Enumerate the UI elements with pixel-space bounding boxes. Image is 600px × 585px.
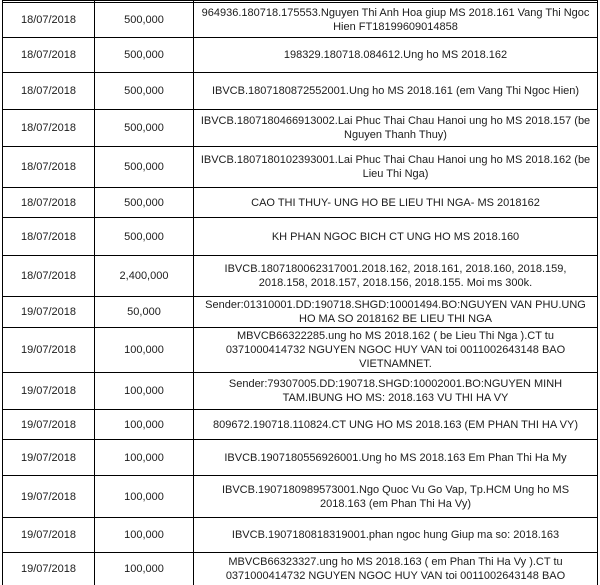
table-row xyxy=(3,38,598,73)
donations-table-body xyxy=(3,1,598,585)
table-row xyxy=(3,518,598,553)
date-cell: 19/07/2018 xyxy=(3,328,95,373)
table-row xyxy=(3,110,598,147)
date-cell: 18/07/2018 xyxy=(3,147,95,188)
description-cell: 809672.190718.110824.CT UNG HO MS 2018.163 (EM PHAN THI HA VY) xyxy=(194,410,598,440)
amount-cell: 100,000 xyxy=(95,410,194,440)
date-cell: 19/07/2018 xyxy=(3,297,95,328)
date-cell: 19/07/2018 xyxy=(3,373,95,410)
description-cell: MBVCB66323327.ung ho MS 2018.163 ( em Phan Thi Ha Vy ).CT tu 0371000414732 NGUYEN NGOC HUY VAN toi 0011002643148 BAO xyxy=(194,553,598,585)
description-cell: KH PHAN NGOC BICH CT UNG HO MS 2018.160 xyxy=(194,218,598,256)
table-row xyxy=(3,410,598,440)
amount-cell: 2,400,000 xyxy=(95,256,194,297)
amount-cell: 500,000 xyxy=(95,38,194,73)
amount-cell: 500,000 xyxy=(95,218,194,256)
table-row xyxy=(3,373,598,410)
amount-cell: 100,000 xyxy=(95,518,194,553)
description-cell: 198329.180718.084612.Ung ho MS 2018.162 xyxy=(194,38,598,73)
table-row xyxy=(3,73,598,110)
table-row xyxy=(3,297,598,328)
amount-cell: 50,000 xyxy=(95,297,194,328)
description-cell: IBVCB.1907180989573001.Ngo Quoc Vu Go Vap, Tp.HCM Ung ho MS 2018.163 (em Phan Thi Ha Vy) xyxy=(194,476,598,518)
date-cell: 18/07/2018 xyxy=(3,38,95,73)
description-cell: IBVCB.1907180818319001.phan ngoc hung Giup ma so: 2018.163 xyxy=(194,518,598,553)
date-cell: 19/07/2018 xyxy=(3,476,95,518)
description-cell: Sender:01310001.DD:190718.SHGD:10001494.BO:NGUYEN VAN PHU.UNG HO MA SO 2018162 BE LIEU THI NGA xyxy=(194,297,598,328)
table-row xyxy=(3,147,598,188)
date-cell: 19/07/2018 xyxy=(3,440,95,476)
date-cell: 19/07/2018 xyxy=(3,553,95,585)
description-cell: MBVCB66322285.ung ho MS 2018.162 ( be Lieu Thi Nga ).CT tu 0371000414732 NGUYEN NGOC HUY VAN toi 0011002643148 BAO VIETNAMNET. xyxy=(194,328,598,373)
amount-cell: 500,000 xyxy=(95,188,194,218)
description-cell: IBVCB.1807180102393001.Lai Phuc Thai Chau Hanoi ung ho MS 2018.162 (be Lieu Thi Nga) xyxy=(194,147,598,188)
description-cell: IBVCB.1807180466913002.Lai Phuc Thai Chau Hanoi ung ho MS 2018.157 (be Nguyen Thanh Thuy) xyxy=(194,110,598,147)
date-cell: 19/07/2018 xyxy=(3,410,95,440)
table-row xyxy=(3,553,598,585)
description-cell: IBVCB.1807180872552001.Ung ho MS 2018.161 (em Vang Thi Ngoc Hien) xyxy=(194,73,598,110)
amount-cell: 100,000 xyxy=(95,553,194,585)
table-row xyxy=(3,3,598,38)
amount-cell: 100,000 xyxy=(95,440,194,476)
description-cell: IBVCB.1807180062317001.2018.162, 2018.161, 2018.160, 2018.159, 2018.158, 2018.157, 2018.156, 2018.155. Moi ms 300k. xyxy=(194,256,598,297)
description-cell: 964936.180718.175553.Nguyen Thi Anh Hoa giup MS 2018.161 Vang Thi Ngoc Hien FT18199609014858 xyxy=(194,3,598,38)
amount-cell: 100,000 xyxy=(95,373,194,410)
date-cell: 18/07/2018 xyxy=(3,188,95,218)
date-cell: 18/07/2018 xyxy=(3,3,95,38)
donations-table xyxy=(2,0,598,585)
description-cell: IBVCB.1907180556926001.Ung ho MS 2018.163 Em Phan Thi Ha My xyxy=(194,440,598,476)
amount-cell: 500,000 xyxy=(95,73,194,110)
amount-cell: 500,000 xyxy=(95,3,194,38)
date-cell: 18/07/2018 xyxy=(3,218,95,256)
amount-cell: 100,000 xyxy=(95,328,194,373)
table-row xyxy=(3,218,598,256)
description-cell: Sender:79307005.DD:190718.SHGD:10002001.BO:NGUYEN MINH TAM.IBUNG HO MS: 2018.163 VU THI HA VY xyxy=(194,373,598,410)
table-row xyxy=(3,476,598,518)
table-row xyxy=(3,328,598,373)
table-row xyxy=(3,440,598,476)
amount-cell: 100,000 xyxy=(95,476,194,518)
amount-cell: 500,000 xyxy=(95,147,194,188)
date-cell: 18/07/2018 xyxy=(3,110,95,147)
table-row xyxy=(3,256,598,297)
date-cell: 19/07/2018 xyxy=(3,518,95,553)
description-cell: CAO THI THUY- UNG HO BE LIEU THI NGA- MS 2018162 xyxy=(194,188,598,218)
date-cell: 18/07/2018 xyxy=(3,256,95,297)
date-cell: 18/07/2018 xyxy=(3,73,95,110)
amount-cell: 500,000 xyxy=(95,110,194,147)
table-row xyxy=(3,188,598,218)
